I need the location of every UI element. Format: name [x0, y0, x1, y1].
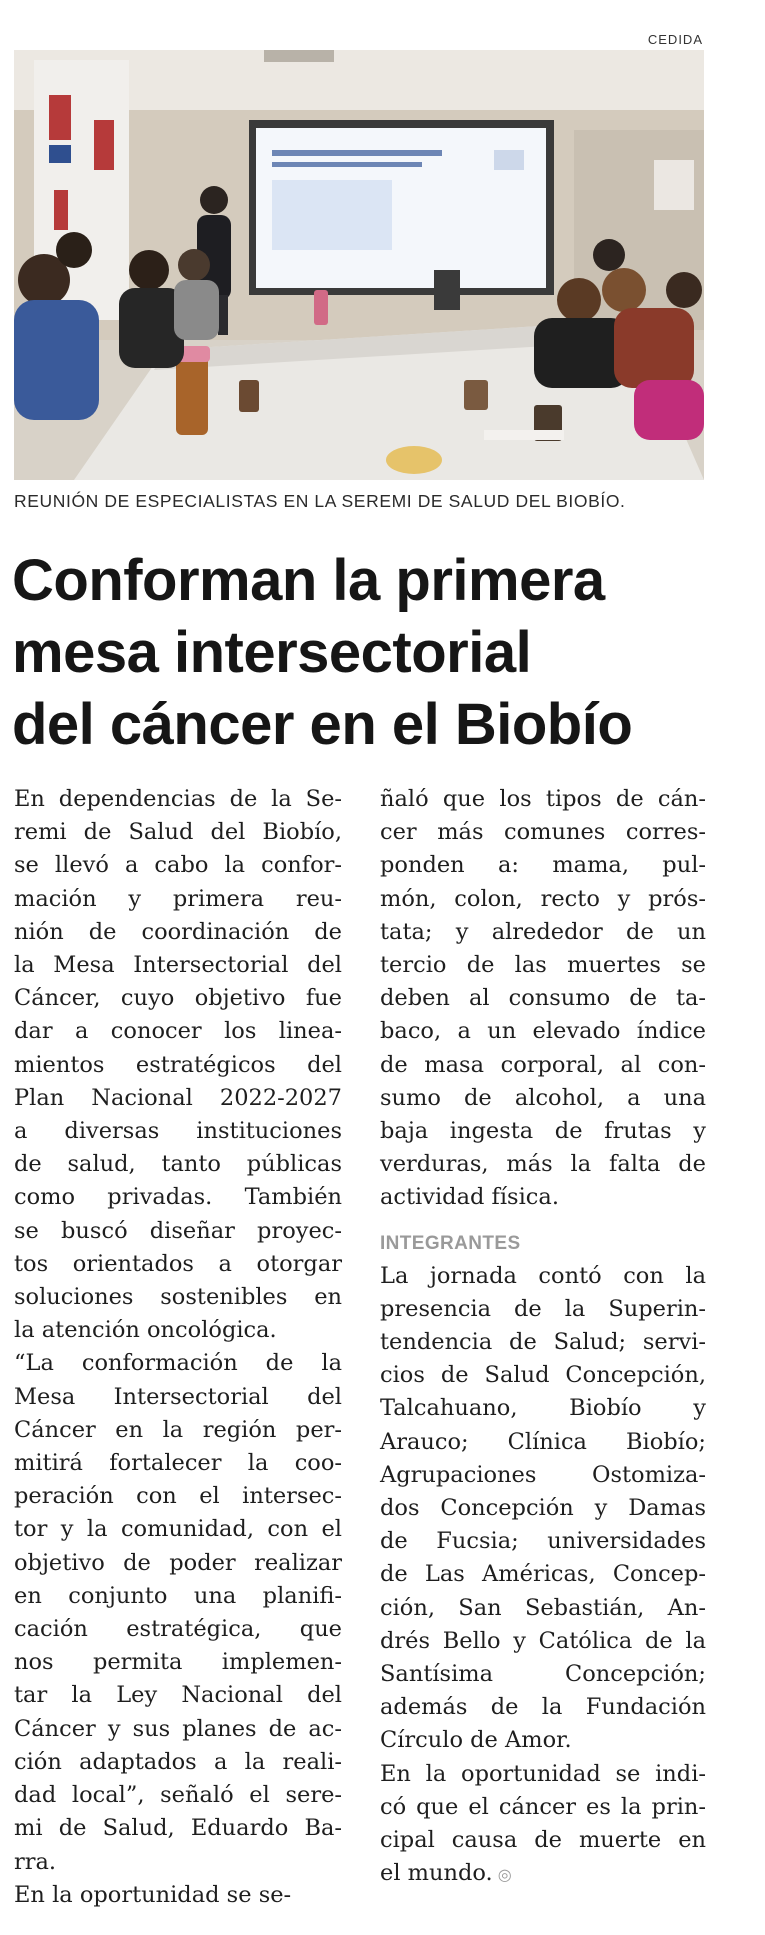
- body-text-line: mientos estratégicos del: [14, 1051, 342, 1078]
- body-text-line: En dependencias de la Se-: [14, 786, 342, 812]
- body-text-line: Santísima Concepción;: [380, 1661, 706, 1688]
- meeting-room-illustration: [14, 50, 704, 480]
- body-text-line: la atención oncológica.: [14, 1317, 277, 1344]
- body-text-line: En la oportunidad se se-: [14, 1881, 292, 1908]
- body-text-line: de Las Américas, Concep-: [380, 1561, 706, 1588]
- body-text-line: se llevó a cabo la confor-: [14, 852, 342, 879]
- body-text-line: presencia de la Superin-: [380, 1295, 706, 1322]
- section-subhead: INTEGRANTES: [380, 1232, 521, 1254]
- body-text-line: drés Bello y Católica de la: [380, 1627, 706, 1654]
- article-body-right-column: [380, 783, 706, 1892]
- body-text-line: rra.: [14, 1848, 57, 1875]
- headline-line: mesa intersectorial: [12, 620, 532, 685]
- body-text-line: mi de Salud, Eduardo Ba-: [14, 1815, 342, 1842]
- photo-caption: REUNIÓN DE ESPECIALISTAS EN LA SEREMI DE SALUD DEL BIOBÍO.: [14, 491, 626, 511]
- body-text-line: como privadas. También: [14, 1184, 342, 1211]
- article-photo: [14, 50, 704, 480]
- article-headline: [12, 545, 712, 761]
- body-text-line: ción adaptados a la reali-: [14, 1748, 342, 1775]
- body-text-line: soluciones sostenibles en: [14, 1284, 342, 1311]
- body-text-line: de masa corporal, al con-: [380, 1051, 706, 1078]
- body-text-line: nos permita implemen-: [14, 1649, 342, 1676]
- body-text-line: baja ingesta de frutas y: [380, 1118, 706, 1145]
- body-text-line: objetivo de poder realizar: [14, 1549, 342, 1576]
- body-text-line: nión de coordinación de: [14, 918, 342, 945]
- body-text-line: Mesa Intersectorial del: [14, 1383, 342, 1410]
- body-text-line: de salud, tanto públicas: [14, 1151, 342, 1178]
- body-text-line: Plan Nacional 2022-2027: [14, 1084, 342, 1111]
- body-text-line: tendencia de Salud; servi-: [380, 1329, 706, 1356]
- body-text-line: Cáncer, cuyo objetivo fue: [14, 985, 342, 1012]
- body-text-line: ponden a: mama, pul-: [380, 852, 706, 879]
- body-text-line: de Fucsia; universidades: [380, 1528, 706, 1555]
- body-text-line: ñaló que los tipos de cán-: [380, 786, 706, 812]
- body-text-line: cer más comunes corres-: [380, 819, 706, 846]
- body-text-line: verduras, más la falta de: [380, 1151, 706, 1178]
- body-text-line: Cáncer en la región per-: [14, 1416, 342, 1443]
- body-text-line: cación estratégica, que: [14, 1616, 342, 1643]
- body-text-line: peración con el intersec-: [14, 1483, 342, 1510]
- body-text-line: dad local”, señaló el sere-: [14, 1782, 342, 1809]
- body-text-line: sumo de alcohol, a una: [380, 1084, 706, 1111]
- body-text-line: tar la Ley Nacional del: [14, 1682, 342, 1709]
- body-text-line: tata; y alrededor de un: [380, 918, 706, 945]
- body-text-line: el mundo. ◎: [380, 1860, 512, 1887]
- body-text-line: baco, a un elevado índice: [380, 1018, 706, 1045]
- body-text-line: en conjunto una planifi-: [14, 1582, 342, 1609]
- body-text-line: Agrupaciones Ostomiza-: [380, 1461, 706, 1488]
- body-text-line: actividad física.: [380, 1184, 559, 1211]
- body-text-line: “La conformación de la: [14, 1350, 342, 1377]
- body-text-line: Círculo de Amor.: [380, 1727, 572, 1754]
- body-text-line: La jornada contó con la: [380, 1262, 706, 1289]
- headline-line: del cáncer en el Biobío: [12, 692, 633, 757]
- body-text-line: la Mesa Intersectorial del: [14, 952, 342, 979]
- photo-credit: CEDIDA: [647, 32, 703, 47]
- body-text-line: mación y primera reu-: [14, 885, 342, 912]
- article-body-left-column: [14, 783, 342, 1912]
- body-text-line: Arauco; Clínica Biobío;: [380, 1428, 706, 1455]
- body-text-line: deben al consumo de ta-: [380, 985, 706, 1012]
- body-text-line: además de la Fundación: [380, 1694, 706, 1721]
- body-text-line: có que el cáncer es la prin-: [380, 1793, 706, 1820]
- body-text-line: cipal causa de muerte en: [380, 1827, 706, 1854]
- body-text-line: cios de Salud Concepción,: [380, 1362, 706, 1389]
- end-of-article-icon: ◎: [492, 1865, 512, 1885]
- body-text-line: tor y la comunidad, con el: [14, 1516, 342, 1543]
- body-text-line: a diversas instituciones: [14, 1118, 342, 1145]
- body-text-line: ción, San Sebastián, An-: [380, 1594, 706, 1621]
- body-text-line: dos Concepción y Damas: [380, 1495, 706, 1522]
- headline-line: Conforman la primera: [12, 548, 605, 613]
- body-text-line: mitirá fortalecer la coo-: [14, 1450, 342, 1477]
- body-text-line: se buscó diseñar proyec-: [14, 1217, 342, 1244]
- body-text-line: dar a conocer los linea-: [14, 1018, 342, 1045]
- body-text-line: tercio de las muertes se: [380, 952, 706, 979]
- body-text-line: remi de Salud del Biobío,: [14, 819, 342, 846]
- body-text-line: Talcahuano, Biobío y: [380, 1395, 706, 1422]
- body-text-line: món, colon, recto y prós-: [380, 885, 706, 912]
- body-text-line: En la oportunidad se indi-: [380, 1760, 706, 1787]
- body-text-line: tos orientados a otorgar: [14, 1250, 342, 1277]
- body-text-line: Cáncer y sus planes de ac-: [14, 1715, 342, 1742]
